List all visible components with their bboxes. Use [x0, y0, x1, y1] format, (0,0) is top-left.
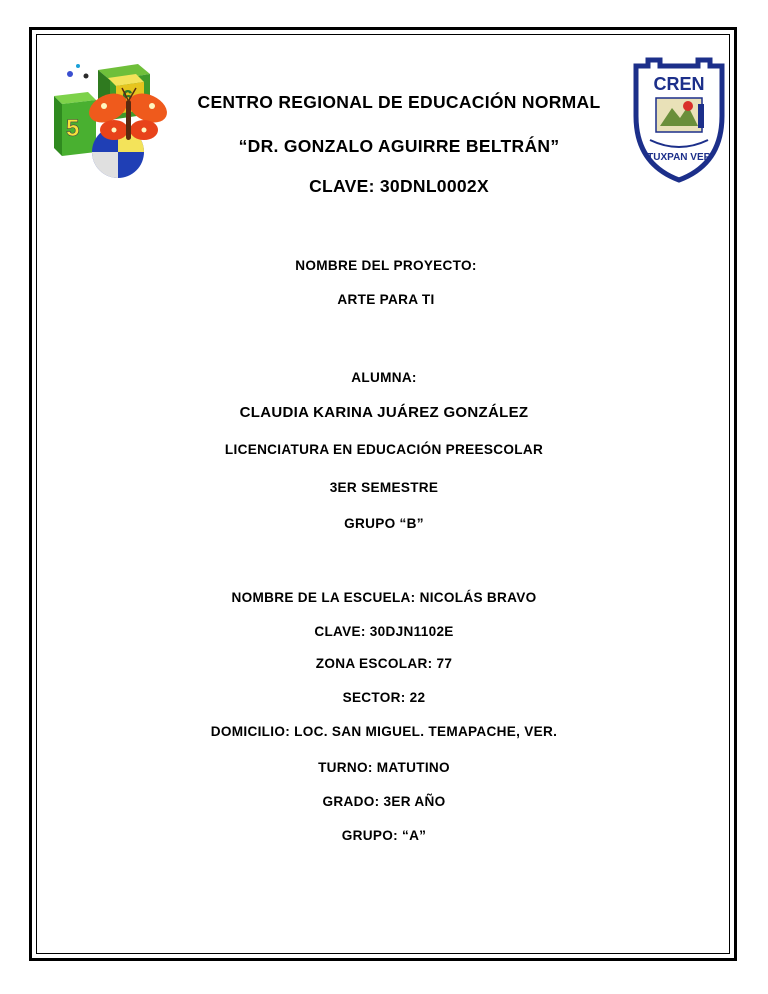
institution-namesake: “DR. GONZALO AGUIRRE BELTRÁN”: [238, 136, 560, 156]
student-label: ALUMNA:: [351, 370, 417, 385]
degree: LICENCIATURA EN EDUCACIÓN PREESCOLAR: [224, 442, 544, 457]
student-group: GRUPO “B”: [344, 516, 424, 531]
institution-name: CENTRO REGIONAL DE EDUCACIÓN NORMAL: [197, 92, 601, 112]
school-group: GRUPO: “A”: [341, 828, 427, 843]
institution-clave: CLAVE: 30DNL0002X: [309, 176, 489, 196]
education-blocks-butterfly-logo: [52, 56, 170, 180]
school-sector: SECTOR: 22: [342, 690, 426, 705]
school-zone: ZONA ESCOLAR: 77: [315, 656, 453, 671]
svg-text:5: 5: [66, 115, 80, 142]
student-name: CLAUDIA KARINA JUÁREZ GONZÁLEZ: [239, 404, 529, 421]
school-name: NOMBRE DE LA ESCUELA: NICOLÁS BRAVO: [231, 590, 537, 605]
project-name: ARTE PARA TI: [337, 292, 435, 307]
logo-top-text: CREN: [653, 74, 705, 94]
semester: 3ER SEMESTRE: [329, 480, 439, 495]
cren-shield-logo: [626, 56, 732, 184]
project-label: NOMBRE DEL PROYECTO:: [295, 258, 477, 273]
school-grade: GRADO: 3ER AÑO: [322, 794, 446, 809]
school-shift: TURNO: MATUTINO: [318, 760, 450, 775]
logo-bottom-text: TUXPAN VER: [647, 152, 711, 163]
school-clave: CLAVE: 30DJN1102E: [314, 624, 454, 639]
school-address: DOMICILIO: LOC. SAN MIGUEL. TEMAPACHE, VER.: [210, 724, 558, 739]
